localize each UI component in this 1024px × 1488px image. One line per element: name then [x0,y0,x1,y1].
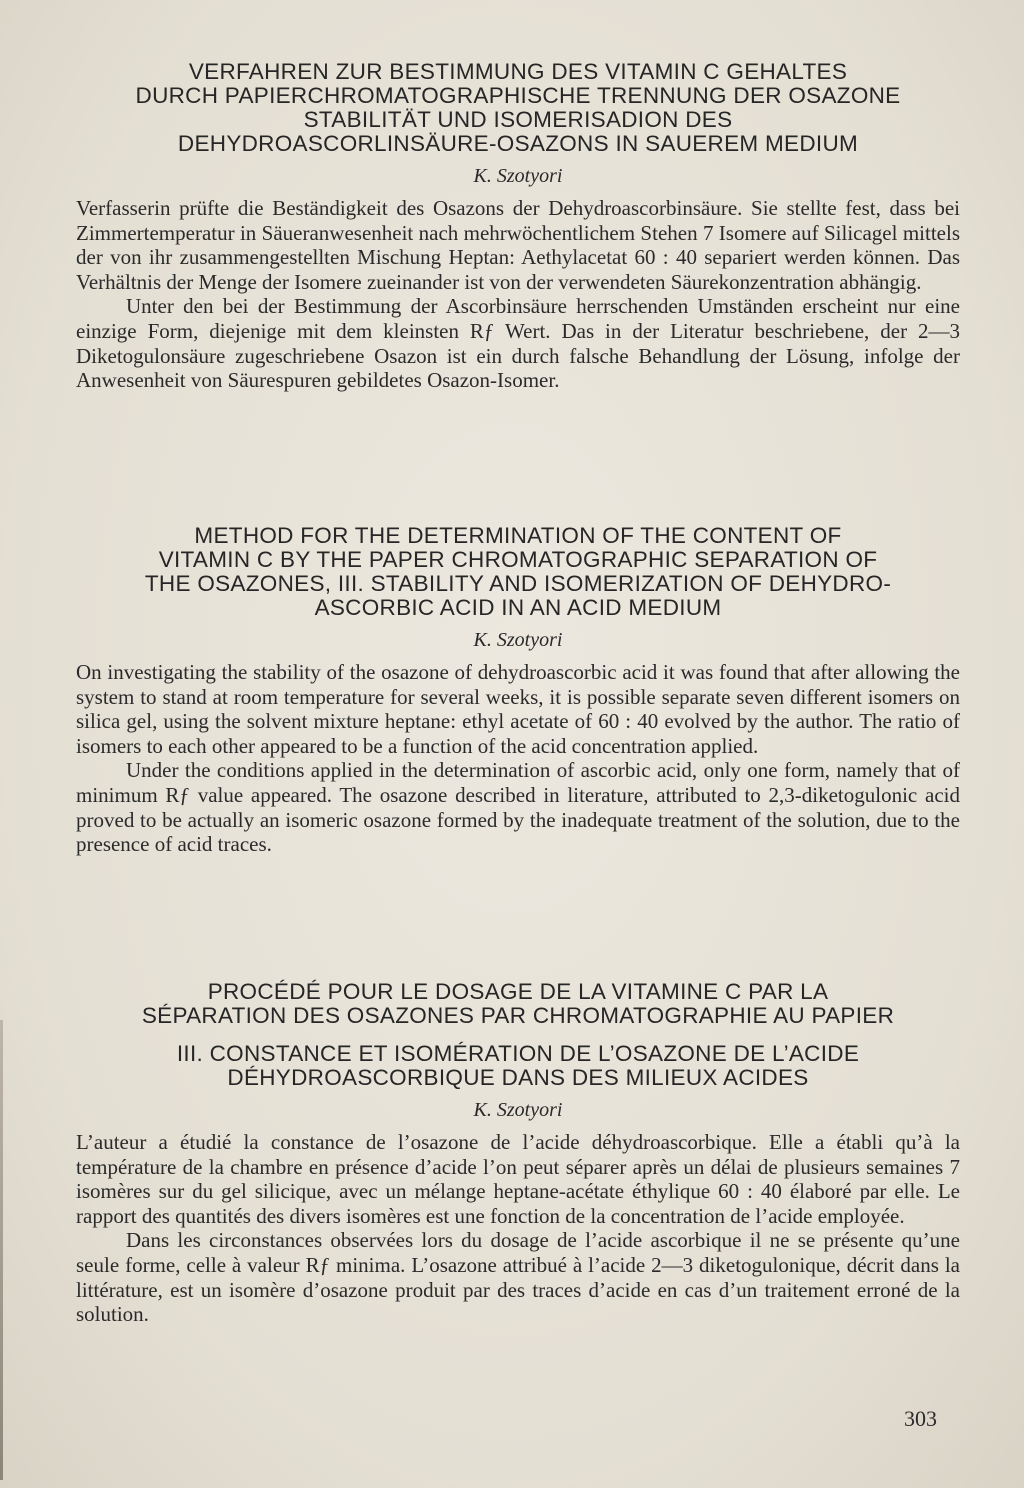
french-subtitle-line: DÉHYDROASCORBIQUE DANS DES MILIEUX ACIDES [227,1065,809,1090]
english-paragraph-1: On investigating the stability of the osazone of dehydroascorbic acid it was found that after allowing the system to stand at room temperature for several weeks, it is possible separate seven different isomers on silica gel, using the solvent mixture heptane: ethyl acetate of 60 : 40 evolved by the author. The ratio of isomers to each other appeared to be a function of the acid concentration applied. [76,660,960,758]
english-title-line: THE OSAZONES, III. STABILITY AND ISOMERIZATION OF DEHYDRO- [144,571,892,596]
french-abstract [76,980,960,1327]
english-title-line: METHOD FOR THE DETERMINATION OF THE CONTENT OF [194,523,842,548]
french-subtitle [76,1042,960,1090]
german-title-line: DEHYDROASCORLINSÄURE-OSAZONS IN SAUEREM MEDIUM [177,131,859,156]
french-title-line: SÉPARATION DES OSAZONES PAR CHROMATOGRAPHIE AU PAPIER [141,1003,895,1028]
german-paragraph-2: Unter den bei der Bestimmung der Ascorbinsäure herrschenden Umständen erscheint nur eine einzige Form, diejenige mit dem kleinsten Rƒ Wert. Das in der Literatur beschriebene, der 2—3 Diketogulonsäure zugeschriebene Osazon ist ein durch falsche Behandlung der Lösung, infolge der Anwesenheit von Säurespuren gebildetes Osazon-Isomer. [76,294,960,393]
french-title [76,980,960,1028]
page-number: 303 [904,1406,937,1431]
english-title [76,524,960,620]
german-title-line: VERFAHREN ZUR BESTIMMUNG DES VITAMIN C GEHALTES [188,59,848,84]
german-abstract [76,60,960,393]
german-title-line: STABILITÄT UND ISOMERISADION DES [303,107,733,132]
english-author: K. Szotyori [473,629,563,651]
english-title-line: ASCORBIC ACID IN AN ACID MEDIUM [314,595,722,620]
english-paragraph-2: Under the conditions applied in the determination of ascorbic acid, only one form, namely that of minimum Rƒ value appeared. The osazone described in literature, attributed to 2,3-diketogulonic acid proved to be actually an isomeric osazone formed by the inadequate treatment of the solution, due to the presence of acid traces. [76,758,960,857]
french-author: K. Szotyori [473,1099,563,1121]
german-paragraph-1: Verfasserin prüfte die Beständigkeit des Osazons der Dehydroascorbinsäure. Sie stellte fest, dass bei Zimmertemperatur in Säueranwesenheit nach mehrwöchentlichem Stehen 7 Isomere auf Silicagel mittels der von ihr zusammengestellten Mischung Heptan: Aethylacetat 60 : 40 separiert werden können. Das Verhältnis der Menge der Isomere zueinander ist von der verwendeten Säurekonzentration abhängig. [76,196,960,294]
german-title-line: DURCH PAPIERCHROMATOGRAPHISCHE TRENNUNG DER OSAZONE [135,83,901,108]
page-edge-shadow [0,1020,3,1480]
french-title-line: PROCÉDÉ POUR LE DOSAGE DE LA VITAMINE C PAR LA [207,979,829,1004]
german-author: K. Szotyori [473,165,563,187]
french-paragraph-1: L’auteur a étudié la constance de l’osazone de l’acide déhydroascorbique. Elle a établi qu’à la température de la chambre en présence d’acide l’on peut séparer après un délai de plusieurs semaines 7 isomères sur du gel silicique, avec un mélange heptane-acétate éthylique 60 : 40 élaboré par elle. Le rapport des quantités des divers isomères est une fonction de la concentration de l’acide employée. [76,1130,960,1228]
english-title-line: VITAMIN C BY THE PAPER CHROMATOGRAPHIC SEPARATION OF [158,547,878,572]
german-title [76,60,960,156]
french-subtitle-line: III. CONSTANCE ET ISOMÉRATION DE L’OSAZONE DE L’ACIDE [176,1041,860,1066]
english-abstract [76,524,960,857]
french-paragraph-2: Dans les circonstances observées lors du dosage de l’acide ascorbique il ne se présente qu’une seule forme, celle à valeur Rƒ minima. L’osazone attribué à l’acide 2—3 diketogulonique, décrit dans la littérature, est un isomère d’osazone produit par des traces d’acide en cas d’un traitement erroné de la solution. [76,1228,960,1327]
